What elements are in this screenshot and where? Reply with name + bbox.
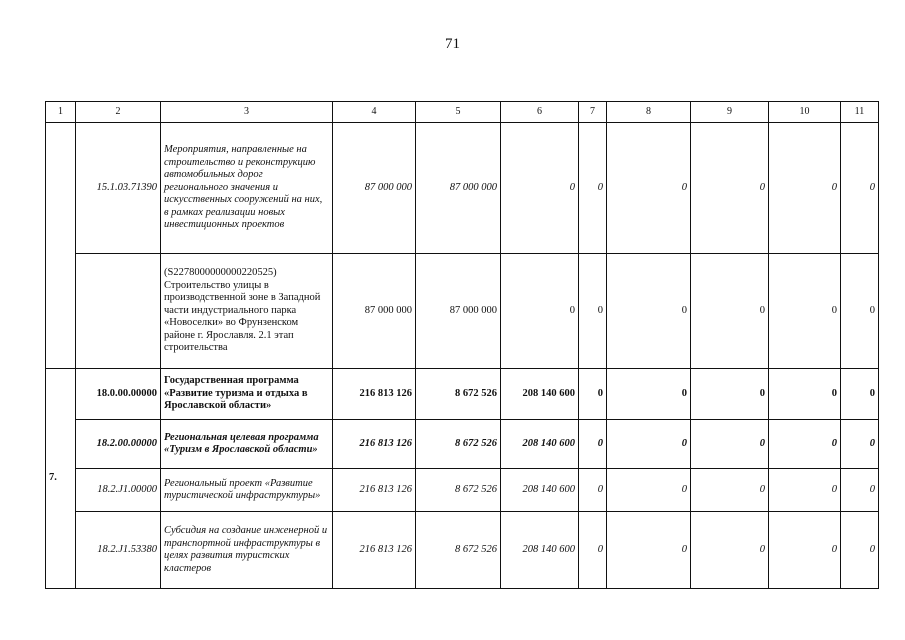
row-value-cell: 0 <box>841 512 879 589</box>
row-value-cell: 0 <box>501 254 579 369</box>
row-value-cell: 0 <box>607 369 691 420</box>
row-description-cell: (S2278000000000220525) Строительство улицы в производственной зоне в Западной части индустриального парка «Новоселки» во Фрунзенском районе г. Ярославля. 2.1 этап строительства <box>161 254 333 369</box>
row-code-cell: 18.0.00.00000 <box>76 369 161 420</box>
row-value-cell: 0 <box>691 469 769 512</box>
row-value-cell: 87 000 000 <box>333 254 416 369</box>
column-header: 9 <box>691 102 769 123</box>
budget-table <box>45 101 879 589</box>
column-header: 3 <box>161 102 333 123</box>
column-header: 4 <box>333 102 416 123</box>
row-value-cell: 0 <box>691 123 769 254</box>
row-value-cell: 0 <box>769 254 841 369</box>
row-value-cell: 0 <box>769 123 841 254</box>
row-description-cell: Региональная целевая программа «Туризм в Ярославской области» <box>161 420 333 469</box>
row-value-cell: 0 <box>579 469 607 512</box>
row-value-cell: 8 672 526 <box>416 469 501 512</box>
row-value-cell: 0 <box>841 369 879 420</box>
column-header: 8 <box>607 102 691 123</box>
page-number: 71 <box>445 36 460 52</box>
row-code-cell: 18.2.J1.53380 <box>76 512 161 589</box>
table-row <box>46 254 879 369</box>
table-row <box>46 512 879 589</box>
row-value-cell: 0 <box>501 123 579 254</box>
row-value-cell: 0 <box>579 369 607 420</box>
row-value-cell: 8 672 526 <box>416 369 501 420</box>
row-code-cell: 15.1.03.71390 <box>76 123 161 254</box>
row-value-cell: 0 <box>607 420 691 469</box>
row-value-cell: 208 140 600 <box>501 469 579 512</box>
row-value-cell: 0 <box>769 420 841 469</box>
row-index-cell: 7. <box>46 369 76 589</box>
row-index-cell <box>46 123 76 369</box>
row-value-cell: 0 <box>607 469 691 512</box>
row-description-cell: Региональный проект «Развитие туристической инфраструктуры» <box>161 469 333 512</box>
column-header: 6 <box>501 102 579 123</box>
row-value-cell: 0 <box>579 512 607 589</box>
row-value-cell: 0 <box>691 420 769 469</box>
row-value-cell: 0 <box>769 469 841 512</box>
column-header: 1 <box>46 102 76 123</box>
row-value-cell: 216 813 126 <box>333 512 416 589</box>
row-value-cell: 208 140 600 <box>501 369 579 420</box>
row-value-cell: 0 <box>841 469 879 512</box>
row-value-cell: 216 813 126 <box>333 469 416 512</box>
row-value-cell: 0 <box>769 512 841 589</box>
table-header-row <box>46 102 879 123</box>
table-row <box>46 123 879 254</box>
row-value-cell: 0 <box>607 123 691 254</box>
row-description-cell: Государственная программа «Развитие туризма и отдыха в Ярославской области» <box>161 369 333 420</box>
row-value-cell: 0 <box>841 123 879 254</box>
row-value-cell: 0 <box>579 420 607 469</box>
row-description-cell: Субсидия на создание инженерной и транспортной инфраструктуры в целях развития туристских кластеров <box>161 512 333 589</box>
row-value-cell: 8 672 526 <box>416 420 501 469</box>
table-row <box>46 369 879 420</box>
row-value-cell: 87 000 000 <box>416 123 501 254</box>
row-description-cell: Мероприятия, направленные на строительство и реконструкцию автомобильных дорог регионального значения и искусственных сооружений на них, в рамках реализации новых инвестиционных проектов <box>161 123 333 254</box>
row-value-cell: 8 672 526 <box>416 512 501 589</box>
row-value-cell: 87 000 000 <box>333 123 416 254</box>
row-value-cell: 87 000 000 <box>416 254 501 369</box>
row-code-cell <box>76 254 161 369</box>
row-value-cell: 0 <box>769 369 841 420</box>
column-header: 2 <box>76 102 161 123</box>
row-value-cell: 0 <box>579 123 607 254</box>
column-header: 11 <box>841 102 879 123</box>
row-value-cell: 0 <box>579 254 607 369</box>
row-code-cell: 18.2.J1.00000 <box>76 469 161 512</box>
table-row <box>46 420 879 469</box>
row-value-cell: 208 140 600 <box>501 512 579 589</box>
row-value-cell: 0 <box>841 254 879 369</box>
row-value-cell: 208 140 600 <box>501 420 579 469</box>
row-value-cell: 216 813 126 <box>333 369 416 420</box>
table-row <box>46 469 879 512</box>
row-value-cell: 0 <box>607 512 691 589</box>
row-value-cell: 0 <box>691 369 769 420</box>
row-value-cell: 216 813 126 <box>333 420 416 469</box>
row-value-cell: 0 <box>841 420 879 469</box>
column-header: 7 <box>579 102 607 123</box>
row-value-cell: 0 <box>691 512 769 589</box>
row-value-cell: 0 <box>691 254 769 369</box>
column-header: 5 <box>416 102 501 123</box>
row-value-cell: 0 <box>607 254 691 369</box>
row-code-cell: 18.2.00.00000 <box>76 420 161 469</box>
column-header: 10 <box>769 102 841 123</box>
